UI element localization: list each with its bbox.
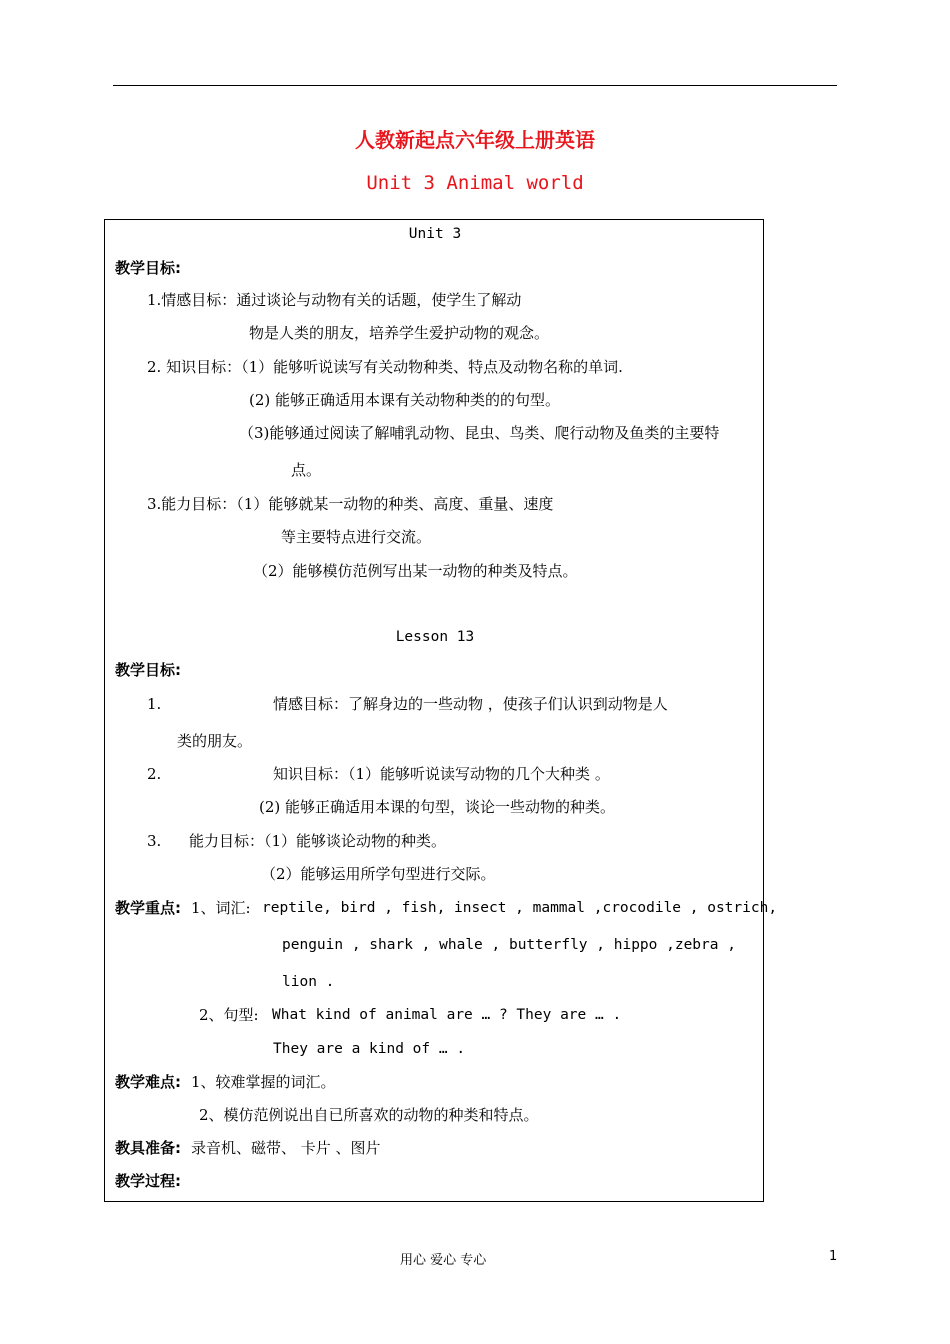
- key-pattern-b: They are a kind of … .: [273, 1041, 466, 1057]
- lesson-heading: Lesson 13: [395, 629, 475, 645]
- unit-goal-2a: 2. 知识目标：（1）能够听说读写有关动物种类、特点及动物名称的单词.: [147, 358, 623, 376]
- key-points-label: 教学重点:: [115, 899, 181, 917]
- document-title: 人教新起点六年级上册英语: [355, 128, 595, 152]
- difficulty-2: 2、模仿范例说出自已所喜欢的动物的种类和特点。: [199, 1106, 539, 1124]
- key-vocab-prefix: 1、词汇:: [191, 899, 251, 917]
- lesson-goal-1b: 类的朋友。: [177, 732, 253, 750]
- unit-heading: Unit 3: [408, 226, 462, 242]
- page-number: 1: [829, 1249, 838, 1264]
- key-vocab-words-3: lion .: [282, 974, 335, 990]
- unit-goal-3a: 3.能力目标：（1）能够就某一动物的种类、高度、重量、速度: [147, 495, 554, 513]
- key-vocab-words-2: penguin , shark , whale , butterfly , hippo ,zebra ,: [282, 937, 736, 953]
- teaching-process-label: 教学过程:: [115, 1172, 181, 1190]
- key-pattern-a: What kind of animal are … ? They are … .: [272, 1007, 622, 1023]
- lesson-goal-3-num: 3.: [147, 832, 162, 850]
- lesson-goal-2b: (2) 能够正确适用本课的句型，谈论一些动物的种类。: [259, 798, 616, 816]
- unit-goal-3b: 等主要特点进行交流。: [281, 528, 432, 546]
- lesson-goal-2a: 知识目标：（1）能够听说读写动物的几个大种类 。: [273, 765, 610, 783]
- unit-goal-3c: （2）能够模仿范例写出某一动物的种类及特点。: [253, 562, 578, 580]
- footer-motto: 用心 爱心 专心: [400, 1253, 487, 1268]
- lesson-goal-2-num: 2.: [147, 765, 162, 783]
- unit-goal-2c: （3)能够通过阅读了解哺乳动物、昆虫、鸟类、爬行动物及鱼类的主要特: [239, 424, 720, 442]
- unit-goal-1a: 1.情感目标：通过谈论与动物有关的话题，使学生了解动: [147, 291, 522, 309]
- lesson-goal-1-num: 1.: [147, 695, 162, 713]
- teaching-aids-label: 教具准备:: [115, 1139, 181, 1157]
- lesson-goals-label: 教学目标:: [115, 661, 181, 679]
- key-vocab-words: reptile, bird , fish, insect , mammal ,crocodile , ostrich,: [262, 900, 778, 916]
- lesson-goal-1a: 情感目标：了解身边的一些动物 ，使孩子们认识到动物是人: [273, 695, 668, 713]
- key-pattern-prefix: 2、句型:: [199, 1006, 259, 1024]
- difficulty-1: 1、较难掌握的词汇。: [191, 1073, 336, 1091]
- lesson-plan-table: [104, 219, 778, 1202]
- difficulty-label: 教学难点:: [115, 1073, 181, 1091]
- header-rule: [113, 85, 837, 86]
- lesson-goal-3a: 能力目标：（1）能够谈论动物的种类。: [189, 832, 447, 850]
- document-subtitle: Unit 3 Animal world: [366, 172, 584, 194]
- unit-goals-label: 教学目标:: [115, 259, 181, 277]
- teaching-aids: 录音机、磁带、 卡片 、图片: [191, 1139, 381, 1157]
- lesson-goal-3b: （2）能够运用所学句型进行交际。: [261, 865, 496, 883]
- unit-goal-2d: 点。: [291, 461, 322, 479]
- unit-goal-2b: (2) 能够正确适用本课有关动物种类的的句型。: [249, 391, 561, 409]
- unit-goal-1b: 物是人类的朋友，培养学生爱护动物的观念。: [249, 324, 550, 342]
